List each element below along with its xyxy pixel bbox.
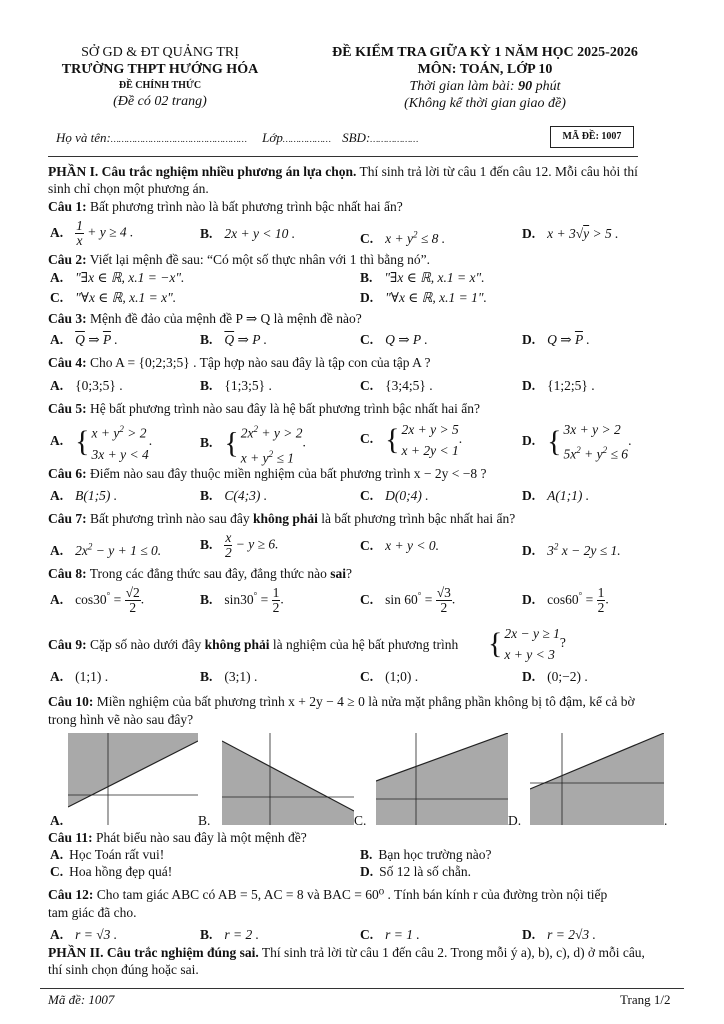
name-dots: …………………………………………… xyxy=(110,134,247,144)
q6-b-text: C(4;3) . xyxy=(224,488,268,503)
q12-option-a[interactable] xyxy=(50,926,117,944)
q7-text-b: là bất phương trình bậc nhất hai ẩn? xyxy=(317,511,516,526)
q10-label: Câu 10: xyxy=(48,694,94,709)
option-letter: B. xyxy=(200,591,213,607)
question-1 xyxy=(48,198,688,216)
q9-option-c[interactable] xyxy=(360,668,418,686)
q7-option-a[interactable]: A. $2x^2 - y + 1 \le 0$. xyxy=(50,541,162,558)
q12-d-text: r = 2√3 . xyxy=(547,927,596,942)
q8-option-c[interactable]: C. sin 60° = $\frac{√3}{2}$ . xyxy=(360,585,456,615)
q12-option-d[interactable] xyxy=(522,926,596,944)
option-letter: B. xyxy=(200,332,213,347)
q5-option-d[interactable]: D. { 3x + y > 2 $5x^2 + y^2 \le 6$. xyxy=(522,422,632,462)
q3-label: Câu 3: xyxy=(48,311,87,326)
q9-option-d[interactable] xyxy=(522,668,588,686)
q9-b-text: (3;1) . xyxy=(224,669,258,684)
name-label: Họ và tên: xyxy=(56,130,111,145)
question-3 xyxy=(48,310,688,328)
q10-text1: Miền nghiệm của bất phương trình x + 2y − 4 ≥ 0 là nửa mặt phẳng phần không bị tô đậm, kể cả bờ xyxy=(93,694,635,709)
option-letter: D. xyxy=(360,290,374,305)
header-divider xyxy=(48,156,638,157)
option-letter: A. xyxy=(50,847,64,862)
class-dots: ……………… xyxy=(282,134,331,144)
q4-c-text: {3;4;5} . xyxy=(385,378,433,393)
q4-text: Cho A = {0;2;3;5} . Tập hợp nào sau đây là tập con của tập A ? xyxy=(86,355,431,370)
q3-option-a[interactable]: A. $\overline{Q}$ ⇒ $\overline{P}$ . xyxy=(50,332,118,347)
question-12 xyxy=(48,886,688,922)
class-label: Lớp xyxy=(262,130,283,145)
option-letter: D. xyxy=(360,864,374,879)
q12-text1: Cho tam giác ABC có AB = 5, AC = 8 và BAC = 60⁰ . Tính bán kính r của đường tròn nội tiếp xyxy=(93,887,608,902)
q9-system: { 2x − y ≥ 1 x + y < 3? xyxy=(488,626,566,662)
q4-a-text: {0;3;5} . xyxy=(75,378,123,393)
q11-option-a[interactable] xyxy=(50,846,164,864)
footer-page-number: Trang 1/2 xyxy=(620,992,671,1007)
option-letter: B. xyxy=(200,226,213,241)
q1-option-d[interactable]: D. x + 3√y > 5 . xyxy=(522,226,619,241)
option-letter: A. xyxy=(50,927,64,942)
q9-text-bold: không phải xyxy=(204,637,270,652)
q4-d-text: {1;2;5} . xyxy=(547,378,595,393)
q11-option-c[interactable] xyxy=(50,863,172,881)
q6-a-text: B(1;5) . xyxy=(75,488,118,503)
q5-label: Câu 5: xyxy=(48,401,87,416)
option-letter: D. xyxy=(522,488,536,503)
question-2 xyxy=(48,251,688,269)
q1-option-b[interactable]: B. 2x + y < 10 . xyxy=(200,226,296,241)
q4-option-d[interactable] xyxy=(522,377,595,395)
q9-text-b: là nghiệm của hệ bất phương trình xyxy=(269,637,459,652)
q1-label: Câu 1: xyxy=(48,199,87,214)
time-note: (Không kể thời gian giao đề) xyxy=(404,96,566,111)
option-letter: D. xyxy=(522,378,536,393)
q4-option-b[interactable] xyxy=(200,377,272,395)
q10-graph-d[interactable] xyxy=(530,733,664,825)
q8-text-bold: sai xyxy=(330,566,346,581)
option-letter: B. xyxy=(200,434,213,450)
q1-option-a[interactable]: A. $\frac{1}{x}$ + y ≥ 4 . xyxy=(50,218,134,248)
time-line xyxy=(285,78,685,95)
q11-option-b[interactable] xyxy=(360,846,491,864)
q2-option-c[interactable] xyxy=(50,289,176,307)
option-letter: A. xyxy=(50,270,64,285)
q11-b-text: Bạn học trường nào? xyxy=(378,847,492,862)
q3-option-b[interactable]: B. $\overline{Q}$ ⇒ P . xyxy=(200,332,267,347)
option-letter: C. xyxy=(360,431,374,447)
sbd-label: SBD: xyxy=(342,130,371,145)
footer-divider xyxy=(40,988,684,989)
q11-option-d[interactable] xyxy=(360,863,471,881)
q12-a-text: r = √3 . xyxy=(75,927,118,942)
q9-a-text: (1;1) . xyxy=(75,669,109,684)
option-letter: C. xyxy=(50,290,64,305)
option-letter: D. xyxy=(522,226,536,241)
option-letter: A. xyxy=(50,669,64,684)
q7-option-c[interactable]: C. x + y < 0. xyxy=(360,538,439,553)
school-name: TRƯỜNG THPT HƯỚNG HÓA xyxy=(61,62,259,77)
option-letter: B. xyxy=(200,927,213,942)
option-letter: A. xyxy=(50,332,64,347)
option-letter: A. xyxy=(50,813,64,828)
q2-d-text: "∀x ∈ ℝ, x.1 = 1". xyxy=(385,290,487,305)
time-suffix: phút xyxy=(532,79,561,94)
question-10 xyxy=(48,693,688,729)
q3-option-d[interactable]: D. Q ⇒ $\overline{P}$ . xyxy=(522,332,590,347)
q6-option-c[interactable] xyxy=(360,487,429,505)
option-letter: C. xyxy=(360,669,374,684)
q2-a-text: "∃x ∈ ℝ, x.1 = −x". xyxy=(75,270,185,285)
q11-text: Phát biểu nào sau đây là một mệnh đề? xyxy=(92,830,307,845)
q2-option-a[interactable] xyxy=(50,269,184,287)
option-letter: C. xyxy=(360,591,374,607)
q10-text2: trong hình vẽ nào sau đây? xyxy=(48,712,194,727)
q9-option-b[interactable] xyxy=(200,668,257,686)
header-left xyxy=(40,44,280,110)
q7-option-d[interactable]: D. $3^2$ x − 2y ≤ 1. xyxy=(522,541,621,558)
option-letter: D. xyxy=(522,332,536,347)
q9-d-text: (0;−2) . xyxy=(547,669,588,684)
q11-c-text: Hoa hồng đẹp quá! xyxy=(69,864,173,879)
option-letter: A. xyxy=(50,224,64,240)
q10-option-b[interactable] xyxy=(198,812,210,830)
q2-c-text: "∀x ∈ ℝ, x.1 = x". xyxy=(75,290,177,305)
option-letter: C. xyxy=(360,488,374,503)
option-letter: B. xyxy=(360,270,373,285)
q6-d-text: A(1;1) . xyxy=(547,488,590,503)
q5-option-a[interactable]: A. { $x + y^2 > 2$ 3x + y < 4. xyxy=(50,424,153,462)
q8-option-a[interactable]: A. cos30° = $\frac{√2}{2}$ . xyxy=(50,585,145,615)
q9-c-text: (1;0) . xyxy=(385,669,419,684)
question-6 xyxy=(48,465,688,483)
option-letter: D. xyxy=(508,813,522,828)
dept-name: SỞ GD & ĐT QUẢNG TRỊ xyxy=(81,45,239,60)
option-letter: C. xyxy=(360,230,374,246)
option-letter: B. xyxy=(200,669,213,684)
option-letter: B. xyxy=(198,813,211,828)
q7-text-a: Bất phương trình nào sau đây xyxy=(86,511,253,526)
exam-title: ĐỀ KIỂM TRA GIỮA KỲ 1 NĂM HỌC 2025-2026 xyxy=(332,45,638,60)
question-11 xyxy=(48,829,688,847)
q10-option-a[interactable] xyxy=(50,812,75,830)
question-9 xyxy=(48,636,688,654)
q11-label: Câu 11: xyxy=(48,830,93,845)
option-letter: A. xyxy=(50,378,64,393)
q8-option-d[interactable]: D. cos60° = $\frac{1}{2}$ . xyxy=(522,585,609,615)
q5-option-b[interactable]: B. { $2x^2 + y > 2$ $x + y^2 \le 1$. xyxy=(200,424,306,465)
q12-label: Câu 12: xyxy=(48,887,94,902)
part2-desc2: thí sinh chọn đúng hoặc sai. xyxy=(48,962,199,977)
part2-title: PHẦN II. Câu trắc nghiệm đúng sai. xyxy=(48,945,259,960)
part2-desc1: Thí sinh trả lời từ câu 1 đến câu 2. Trong mỗi ý a), b), c), d) ở mỗi câu, xyxy=(258,945,645,960)
q9-option-a[interactable] xyxy=(50,668,108,686)
footer-exam-code: Mã đề: 1007 xyxy=(48,992,115,1007)
q8-label: Câu 8: xyxy=(48,566,87,581)
q1-text: Bất phương trình nào là bất phương trình bậc nhất hai ẩn? xyxy=(86,199,403,214)
q6-option-a[interactable] xyxy=(50,487,117,505)
q6-option-d[interactable] xyxy=(522,487,589,505)
option-letter: C. xyxy=(360,538,374,553)
option-letter: B. xyxy=(360,847,373,862)
option-letter: D. xyxy=(522,669,536,684)
option-letter: C. xyxy=(354,813,367,828)
part1-intro xyxy=(48,163,688,197)
option-letter: A. xyxy=(50,432,64,448)
header-right xyxy=(285,44,685,112)
part1-desc2: sinh chỉ chọn một phương án. xyxy=(48,181,209,196)
time-value: 90 xyxy=(518,79,533,94)
option-letter: D. xyxy=(522,432,536,448)
sbd-dots: ……………… xyxy=(370,134,419,144)
q6-label: Câu 6: xyxy=(48,466,87,481)
q12-option-b[interactable] xyxy=(200,926,259,944)
student-info-line xyxy=(56,130,418,146)
q4-label: Câu 4: xyxy=(48,355,87,370)
q2-option-d[interactable] xyxy=(360,289,487,307)
q11-a-text: Học Toán rất vui! xyxy=(69,847,165,862)
option-letter: D. xyxy=(522,542,536,558)
option-letter: C. xyxy=(50,864,64,879)
part2-intro xyxy=(48,944,688,978)
q10-option-d[interactable] xyxy=(508,812,521,830)
question-8 xyxy=(48,565,688,583)
q4-b-text: {1;3;5} . xyxy=(224,378,272,393)
exam-code-box: MÃ ĐỀ: 1007 xyxy=(550,126,634,148)
q7-text-bold: không phải xyxy=(252,511,318,526)
q10-graph-a[interactable] xyxy=(68,733,198,825)
q8-text-a: Trong các đẳng thức sau đây, đẳng thức nào xyxy=(86,566,331,581)
q6-option-b[interactable] xyxy=(200,487,267,505)
q12-text2: tam giác đã cho. xyxy=(48,905,137,920)
subject-line: MÔN: TOÁN, LỚP 10 xyxy=(417,62,553,77)
question-7 xyxy=(48,510,688,528)
question-4 xyxy=(48,354,688,372)
q10-option-c[interactable] xyxy=(354,812,366,830)
option-letter: C. xyxy=(360,927,374,942)
q7-option-b[interactable]: B. $\frac{x}{2}$ − y ≥ 6. xyxy=(200,530,279,560)
q9-label: Câu 9: xyxy=(48,637,87,652)
q5-option-c[interactable]: C. { 2x + y > 5 x + 2y < 1. xyxy=(360,422,463,458)
option-letter: A. xyxy=(50,591,64,607)
q2-label: Câu 2: xyxy=(48,252,87,267)
q1-option-c[interactable]: C. $x + y^2 \le 8$ . xyxy=(360,229,446,246)
q2-b-text: "∃x ∈ ℝ, x.1 = x". xyxy=(384,270,485,285)
q8-option-b[interactable]: B. sin30° = $\frac{1}{2}$ . xyxy=(200,585,284,615)
q3-text: Mệnh đề đảo của mệnh đề P ⇒ Q là mệnh đề nào? xyxy=(86,311,362,326)
time-prefix: Thời gian làm bài: xyxy=(409,79,519,94)
q12-c-text: r = 1 . xyxy=(385,927,420,942)
option-letter: C. xyxy=(360,332,374,347)
q9-text-a: Cặp số nào dưới đây xyxy=(86,637,205,652)
option-letter: A. xyxy=(50,542,64,558)
q10-graph-c[interactable] xyxy=(376,733,508,825)
q12-b-text: r = 2 . xyxy=(224,927,260,942)
q6-c-text: D(0;4) . xyxy=(385,488,429,503)
option-letter: B. xyxy=(200,536,213,552)
q5-text: Hệ bất phương trình nào sau đây là hệ bất phương trình bậc nhất hai ẩn? xyxy=(86,401,480,416)
option-letter: C. xyxy=(360,378,374,393)
official-label: ĐỀ CHÍNH THỨC xyxy=(118,80,202,91)
q10-graph-b[interactable] xyxy=(222,733,354,825)
q4-option-a[interactable] xyxy=(50,377,123,395)
question-5 xyxy=(48,400,688,418)
page-count-note: (Đề có 02 trang) xyxy=(113,94,207,109)
q11-d-text: Số 12 là số chẵn. xyxy=(379,864,471,879)
q12-option-c[interactable] xyxy=(360,926,420,944)
option-letter: A. xyxy=(50,488,64,503)
option-letter: B. xyxy=(200,488,213,503)
q6-text: Điểm nào sau đây thuộc miền nghiệm của bất phương trình x − 2y < −8 ? xyxy=(86,466,487,481)
part1-title: PHẦN I. Câu trắc nghiệm nhiều phương án lựa chọn. xyxy=(48,164,357,179)
q4-option-c[interactable] xyxy=(360,377,433,395)
q2-text: Viết lại mệnh đề sau: “Có một số thực nhân với 1 thì bằng nó”. xyxy=(86,252,430,267)
q10-end-dot: . xyxy=(664,813,668,828)
option-letter: D. xyxy=(522,927,536,942)
part1-desc1: Thí sinh trả lời từ câu 1 đến câu 12. Mỗi câu hỏi thí xyxy=(356,164,638,179)
q3-option-c[interactable]: C. Q ⇒ P . xyxy=(360,332,428,347)
option-letter: B. xyxy=(200,378,213,393)
option-letter: D. xyxy=(522,591,536,607)
q2-option-b[interactable] xyxy=(360,269,485,287)
q7-label: Câu 7: xyxy=(48,511,87,526)
q8-text-b: ? xyxy=(346,566,352,581)
